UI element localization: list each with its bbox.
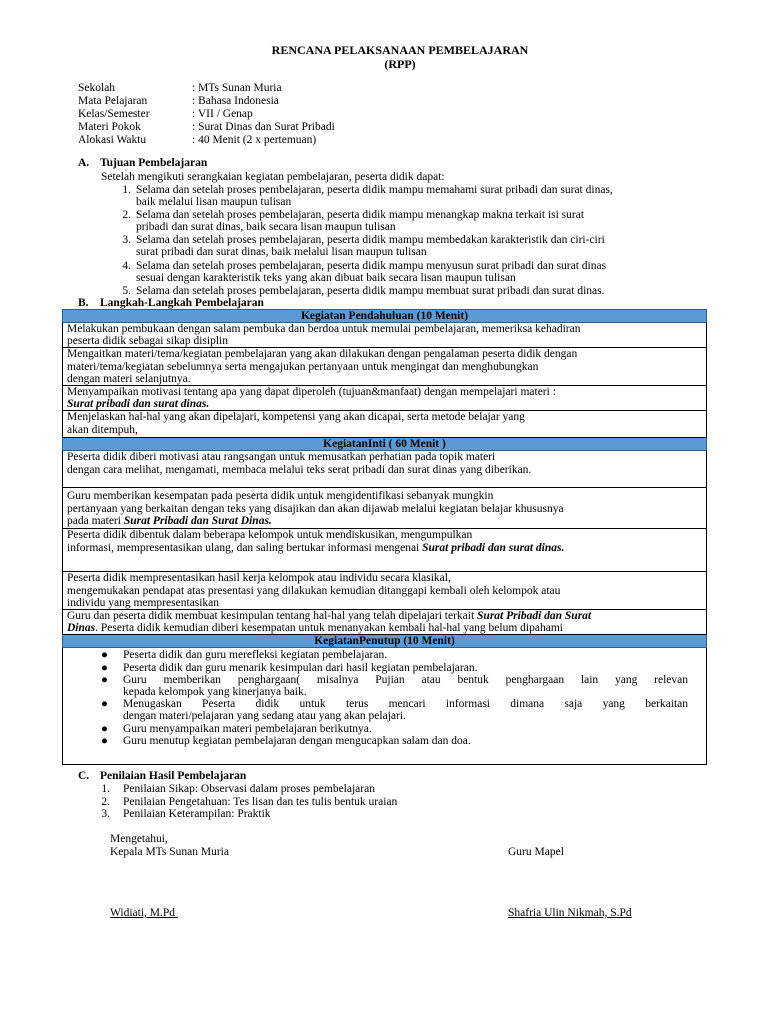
inti-header: KegiatanInti ( 60 Menit ) bbox=[63, 438, 707, 451]
list-item-text: Guru menutup kegiatan pembelajaran dengan mengucapkan salam dan doa. bbox=[123, 734, 471, 747]
identity-value: : MTs Sunan Muria bbox=[192, 82, 282, 94]
penutup-header: KegiatanPenutup (10 Menit) bbox=[63, 635, 707, 648]
cell-line bbox=[67, 515, 702, 527]
cell-text-emphasis: Surat Pribadi dan Surat Dinas. bbox=[123, 514, 272, 527]
list-number: 3. bbox=[122, 234, 131, 246]
guru-name: Shafria Ulin Nikmah, S.Pd bbox=[508, 907, 632, 919]
section-a-heading bbox=[78, 157, 207, 170]
bullet-icon: ● bbox=[101, 661, 108, 674]
list-number: 5. bbox=[122, 285, 131, 297]
bullet-icon: ● bbox=[101, 649, 108, 662]
learning-steps-table bbox=[62, 309, 707, 765]
table-row bbox=[63, 572, 707, 610]
document-title: RENCANA PELAKSANAAN PEMBELAJARAN bbox=[271, 43, 529, 57]
list-item-line: surat pribadi dan surat dinas, baik melalui lisan maupun tulisan bbox=[136, 246, 427, 258]
identity-label: Materi Pokok bbox=[78, 121, 141, 133]
identity-value: : VII / Genap bbox=[192, 108, 253, 120]
list-item-line: baik melalui lisan maupun tulisan bbox=[136, 196, 292, 208]
table-row bbox=[63, 529, 707, 572]
list-item-text: dengan materi/pelajaran yang sedang atau yang akan pelajari. bbox=[123, 710, 406, 723]
section-letter: A. bbox=[78, 157, 90, 169]
list-item bbox=[67, 735, 688, 747]
cell-line: Mengaitkan materi/tema/kegiatan pembelajaran yang akan dilakukan dengan pengalaman peserta didik dengan bbox=[67, 348, 578, 361]
bullet-icon: ● bbox=[101, 734, 108, 747]
cell-line: Melakukan pembukaan dengan salam pembuka dan berdoa untuk memulai pembelajaran, memeriksa kehadiran bbox=[67, 323, 581, 335]
list-item bbox=[67, 698, 688, 722]
section-a-intro: Setelah mengikuti serangkaian kegiatan pembelajaran, peserta didik dapat: bbox=[101, 171, 445, 183]
document-subtitle: (RPP) bbox=[384, 57, 416, 71]
cell-line: mengemukakan pendapat atas presentasi yang dilakukan kemudian ditanggapi kembali oleh kelompok atau bbox=[67, 584, 561, 597]
cell-line bbox=[67, 542, 702, 554]
cell-text-emphasis: Dinas bbox=[67, 622, 96, 635]
identity-row-materi bbox=[78, 121, 335, 134]
identity-row-mapel bbox=[78, 95, 279, 108]
list-item bbox=[67, 674, 688, 698]
kepala-name: Widiati, M.Pd bbox=[110, 907, 178, 919]
list-item-text: Guru memberikan penghargaan( misalnya Pujian atau bentuk penghargaan lain yang relevan bbox=[123, 673, 688, 686]
identity-label: Mata Pelajaran bbox=[78, 95, 148, 107]
table-row bbox=[63, 451, 707, 488]
cell-line: Peserta didik diberi motivasi atau rangsangan untuk memusatkan perhatian pada topik materi bbox=[67, 451, 496, 464]
list-item-line: Selama dan setelah proses pembelajaran, peserta didik mampu menyusun surat pribadi dan surat dinas bbox=[136, 260, 607, 272]
list-number: 4. bbox=[122, 260, 131, 272]
identity-value: : 40 Menit (2 x pertemuan) bbox=[192, 134, 317, 146]
bullet-icon: ● bbox=[101, 698, 108, 711]
list-item bbox=[67, 662, 688, 674]
cell-line: peserta didik sebagai sikap disiplin bbox=[67, 335, 228, 348]
guru-title: Guru Mapel bbox=[508, 846, 564, 858]
list-item-text: kepada kelompok yang kinerjanya baik. bbox=[123, 686, 307, 699]
list-item-text: Menugaskan Peserta didik untuk terus mencari informasi dimana saja yang berkaitan bbox=[123, 698, 688, 711]
cell-text: informasi, mempresentasikan ulang, dan saling bertukar informasi mengenai bbox=[67, 541, 423, 554]
cell-text: pada materi bbox=[67, 514, 124, 527]
list-item-text: Guru menyampaikan materi pembelajaran berikutnya. bbox=[123, 722, 372, 735]
identity-label: Sekolah bbox=[78, 82, 116, 94]
section-c-heading bbox=[78, 770, 246, 783]
identity-label: Kelas/Semester bbox=[78, 108, 150, 120]
list-item-line: sesuai dengan karakteristik teks yang akan dibuat baik secara lisan maupun tulisan bbox=[136, 272, 516, 284]
table-row bbox=[63, 488, 707, 529]
table-row bbox=[63, 610, 707, 635]
table-row bbox=[63, 348, 707, 386]
list-item-text: Penilaian Pengetahuan: Tes lisan dan tes tulis bentuk uraian bbox=[123, 796, 398, 808]
identity-value: : Bahasa Indonesia bbox=[192, 95, 279, 107]
list-number: 3. bbox=[101, 808, 110, 820]
list-item-text: Penilaian Sikap: Observasi dalam proses pembelajaran bbox=[123, 783, 375, 795]
list-item bbox=[67, 649, 688, 661]
cell-text: . Peserta didik kemudian diberi kesempatan untuk menanyakan kembali hal-hal yang belum dipahami bbox=[95, 622, 563, 635]
identity-value: : Surat Dinas dan Surat Pribadi bbox=[192, 121, 335, 133]
pendahuluan-header: Kegiatan Pendahuluan (10 Menit) bbox=[63, 310, 707, 323]
cell-line: dengan materi selanjutnya. bbox=[67, 372, 191, 385]
list-item bbox=[67, 723, 688, 735]
cell-text: Guru dan peserta didik membuat kesimpulan tentang hal-hal yang telah dipelajari terkait bbox=[67, 610, 478, 623]
bullet-icon: ● bbox=[101, 673, 108, 686]
cell-line: Menyampaikan motivasi tentang apa yang dapat diperoleh (tujuan&manfaat) dengan mempelajari materi : bbox=[67, 386, 556, 399]
cell-line: Menjelaskan hal-hal yang akan dipelajari, kompetensi yang akan dicapai, serta metode belajar yang bbox=[67, 411, 525, 424]
list-item-line: Selama dan setelah proses pembelajaran, peserta didik mampu membuat surat pribadi dan surat dinas. bbox=[136, 285, 605, 297]
section-letter: C. bbox=[78, 770, 90, 782]
list-item-line: Selama dan setelah proses pembelajaran, peserta didik mampu memahami surat pribadi dan surat dinas, bbox=[136, 184, 613, 196]
identity-row-sekolah bbox=[78, 82, 282, 95]
identity-label: Alokasi Waktu bbox=[78, 134, 147, 146]
cell-line: akan ditempuh, bbox=[67, 423, 138, 436]
list-item-text: Peserta didik dan guru menarik kesimpulan dari hasil kegiatan pembelajaran. bbox=[123, 661, 478, 674]
list-number: 1. bbox=[101, 783, 110, 795]
list-number: 2. bbox=[122, 209, 131, 221]
mengetahui-label: Mengetahui, bbox=[110, 833, 168, 845]
cell-line: pertanyaan yang berkaitan dengan teks yang disajikan dan akan dijawab melalui kegiatan belajar khususnya bbox=[67, 502, 564, 515]
cell-line: Peserta didik mempresentasikan hasil kerja kelompok atau individu secara klasikal, bbox=[67, 572, 451, 585]
cell-line: Peserta didik dibentuk dalam beberapa kelompok untuk mendiskusikan, mengumpulkan bbox=[67, 529, 473, 542]
list-item-line: Selama dan setelah proses pembelajaran, peserta didik mampu menangkap makna terkait isi surat bbox=[136, 209, 585, 221]
list-item-line: pribadi dan surat dinas, baik secara lisan maupun tulisan bbox=[136, 221, 396, 233]
cell-text-emphasis: Surat pribadi dan surat dinas. bbox=[422, 541, 565, 554]
table-row bbox=[63, 386, 707, 411]
cell-line: materi/tema/kegiatan sebelumnya serta mengajukan pertanyaan untuk mengingat dan menghubungkan bbox=[67, 360, 539, 373]
section-title: Langkah-Langkah Pembelajaran bbox=[100, 297, 264, 309]
cell-text-emphasis: Surat Pribadi dan Surat bbox=[477, 610, 592, 623]
section-title: Penilaian Hasil Pembelajaran bbox=[100, 770, 247, 782]
list-number: 2. bbox=[101, 796, 110, 808]
cell-line bbox=[67, 610, 702, 622]
identity-row-alokasi bbox=[78, 134, 316, 147]
section-b-heading bbox=[78, 297, 264, 310]
section-letter: B. bbox=[78, 297, 89, 309]
cell-line: dengan cara melihat, mengamati, membaca melalui teks serat pribadi dan surat dinas yang diberikan. bbox=[67, 463, 532, 476]
cell-line bbox=[67, 622, 702, 634]
cell-line: individu yang mempresentasikan bbox=[67, 596, 220, 609]
identity-row-kelas bbox=[78, 108, 253, 121]
bullet-icon: ● bbox=[101, 722, 108, 735]
closing-list bbox=[67, 649, 702, 747]
table-row bbox=[63, 411, 707, 438]
list-item-text: Penilaian Keterampilan: Praktik bbox=[123, 808, 271, 820]
cell-line-emphasis: Surat pribadi dan surat dinas. bbox=[67, 398, 210, 411]
cell-line: Guru memberikan kesempatan pada peserta didik untuk mengidentifikasi sebanyak mungkin bbox=[67, 490, 494, 503]
list-number: 1. bbox=[122, 184, 131, 196]
table-row bbox=[63, 648, 707, 765]
kepala-title: Kepala MTs Sunan Muria bbox=[110, 846, 229, 858]
section-title: Tujuan Pembelajaran bbox=[100, 157, 208, 169]
list-item-line: Selama dan setelah proses pembelajaran, peserta didik mampu membedakan karakteristik dan ciri-ciri bbox=[136, 234, 605, 246]
table-row bbox=[63, 323, 707, 348]
list-item-text: Peserta didik dan guru merefleksi kegiatan pembelajaran. bbox=[123, 649, 388, 662]
